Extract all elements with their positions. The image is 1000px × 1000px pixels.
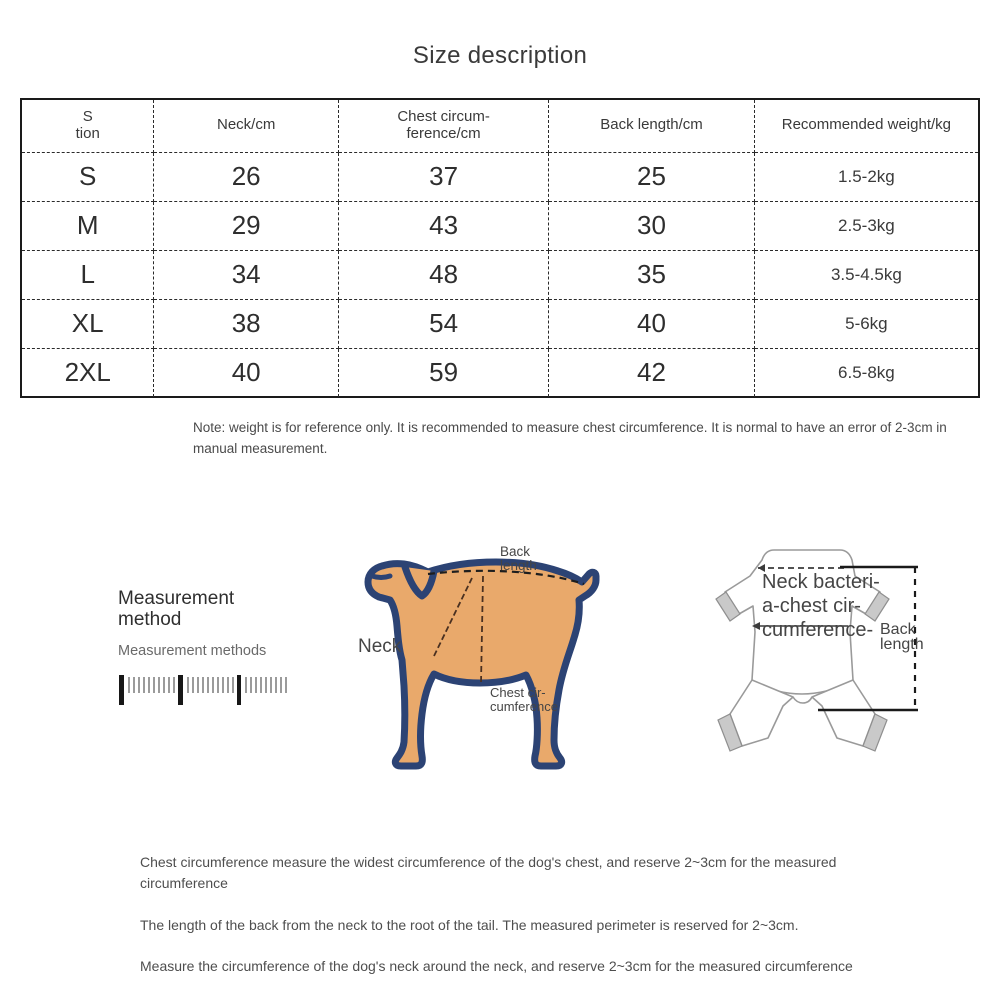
dog-body-shape (368, 562, 596, 766)
garment-back-length-label-line1: Back (880, 621, 916, 638)
cell-back: 42 (549, 348, 755, 397)
cell-chest: 59 (338, 348, 548, 397)
cell-size: M (22, 201, 154, 250)
cell-weight: 5-6kg (754, 299, 978, 348)
page-title: Size description (412, 42, 588, 69)
cell-size: L (22, 250, 154, 299)
header-back-length: Back length/cm (549, 100, 755, 152)
header-specification (22, 100, 154, 152)
dog-chest-label-line2: cumference (490, 699, 558, 714)
cell-neck: 40 (154, 348, 339, 397)
cell-neck: 26 (154, 152, 339, 201)
cell-weight: 3.5-4.5kg (754, 250, 978, 299)
bottom-note-neck: Measure the circumference of the dog's neck around the neck, and reserve 2~3cm for the measured circumference (140, 957, 853, 974)
garment-neck-chest-label-line3: cumference- (762, 619, 874, 641)
garment-measurement-diagram (690, 530, 985, 780)
measurement-method-block (118, 588, 348, 709)
cell-weight: 2.5-3kg (754, 201, 978, 250)
cell-weight: 1.5-2kg (754, 152, 978, 201)
bottom-note-back: The length of the back from the neck to the root of the tail. The measured perimeter is reserved for 2~3cm. (140, 916, 799, 933)
dog-chest-label-line1: Chest cir- (490, 685, 546, 700)
garment-back-length-label-line2: length (880, 636, 924, 653)
bottom-note-chest: Chest circumference measure the widest circumference of the dog's chest, and reserve 2~3cm for the measured circumference (140, 854, 837, 892)
header-neck: Neck/cm (154, 100, 339, 152)
cell-size: XL (22, 299, 154, 348)
header-weight: Recommended weight/kg (754, 100, 978, 152)
cell-chest: 48 (338, 250, 548, 299)
dog-back-length-label-line2: length (500, 558, 537, 573)
table-row (22, 250, 978, 299)
cell-back: 25 (549, 152, 755, 201)
size-table (22, 100, 978, 397)
cell-chest: 54 (338, 299, 548, 348)
table-header-row (22, 100, 978, 152)
cell-chest: 37 (338, 152, 548, 201)
header-chest (338, 100, 548, 152)
table-row (22, 299, 978, 348)
dog-back-length-label-line1: Back (500, 544, 531, 559)
header-specification-l2: tion (75, 124, 100, 142)
cell-back: 35 (549, 250, 755, 299)
cell-weight: 6.5-8kg (838, 362, 895, 382)
table-row (22, 201, 978, 250)
cell-size: S (22, 152, 154, 201)
garment-neck-chest-label-line1: Neck bacteri- (762, 571, 880, 593)
header-specification-l1: S (82, 107, 93, 125)
header-chest-l2: ference/cm (406, 124, 481, 142)
illustration-band (0, 520, 1000, 810)
table-row (22, 348, 978, 397)
cell-neck: 29 (154, 201, 339, 250)
dog-neck-label: Neck (358, 636, 402, 657)
cell-size: 2XL (22, 348, 154, 397)
measurement-method-subtitle: Measurement methods (118, 642, 267, 659)
dog-snout-line (372, 576, 390, 578)
table-note: Note: weight is for reference only. It is recommended to measure chest circumference. It is normal to have an error of 2-3cm in manual measurement. (193, 420, 947, 456)
bottom-description-block (140, 852, 860, 977)
ruler-icon (118, 673, 290, 709)
measurement-heading-line1: Measurement (118, 588, 235, 609)
garment-crotch-notch (793, 697, 812, 703)
cell-back: 30 (549, 201, 755, 250)
dog-measurement-diagram (350, 534, 660, 779)
table-row (22, 152, 978, 201)
measurement-method-heading (118, 588, 268, 631)
garment-neck-chest-label-line2: a-chest cir- (762, 595, 861, 617)
measurement-heading-line2: method (118, 609, 182, 631)
size-table-container (20, 98, 980, 398)
cell-neck: 38 (154, 299, 339, 348)
header-chest-l1: Chest circum- (397, 107, 490, 125)
cell-neck: 34 (154, 250, 339, 299)
cell-chest: 43 (338, 201, 548, 250)
cell-back: 40 (549, 299, 755, 348)
